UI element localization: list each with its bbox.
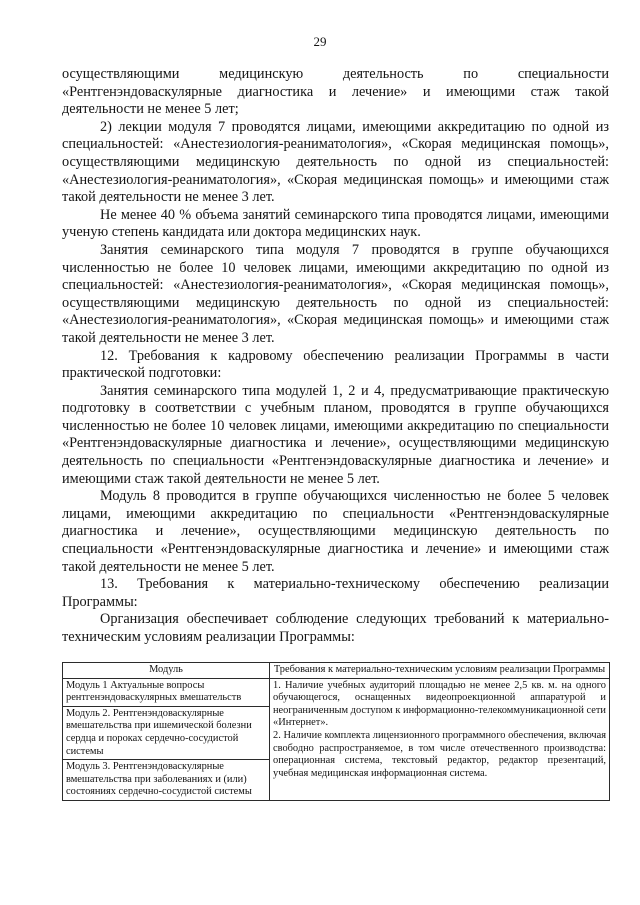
paragraph-seminar-module-7: Занятия семинарского типа модуля 7 проводятся в группе обучающихся численностью не более 10 человек лицами, имеющими аккредитацию по одной из специальностей: «Анестезиология-реаниматология», «Скорая медицинская помощь», осуществляющими медицинскую деятельность по одной из специальностей: «Анестезиология-реаниматология», «Скорая медицинская помощь» и имеющими стаж такой деятельности не менее 3 лет. bbox=[62, 241, 609, 346]
requirements-table bbox=[62, 662, 610, 801]
paragraph-organization-requirements: Организация обеспечивает соблюдение следующих требований к материально-техническим условиям реализации Программы: bbox=[62, 611, 609, 645]
module-cell: Модуль 3. Рентгенэндоваскулярные вмешательства при заболеваниях и (или) состояниях сердечно-сосудистой системы bbox=[63, 760, 270, 801]
column-header-module: Модуль bbox=[63, 663, 270, 679]
paragraph-module-8: Модуль 8 проводится в группе обучающихся численностью не более 5 человек лицами, имеющими аккредитацию по специальности «Рентгенэндоваскулярные диагностика и лечение», осуществляющими медицинскую деятельность по специальности «Рентгенэндоваскулярные диагностика и лечение» и имеющими стаж такой деятельности не менее 5 лет. bbox=[62, 488, 609, 575]
body-text bbox=[62, 66, 609, 647]
module-cell: Модуль 2. Рентгенэндоваскулярные вмешательства при ишемической болезни сердца и пороках сердечно-сосудистой системы bbox=[63, 706, 270, 759]
page-number: 29 bbox=[313, 34, 327, 49]
requirements-cell bbox=[270, 678, 610, 800]
table-header-row bbox=[63, 663, 610, 679]
module-cell: Модуль 1 Актуальные вопросы рентгенэндоваскулярных вмешательств bbox=[63, 678, 270, 706]
requirement-item: 2. Наличие комплекта лицензионного программного обеспечения, включая свободно распространяемое, в том числе отечественного производства: операционная система, текстовый редактор, редактор презентаций, учебная медицинская информационная система. bbox=[273, 729, 606, 779]
table-row bbox=[63, 678, 610, 706]
section-heading-13: 13. Требования к материально-техническому обеспечению реализации Программы: bbox=[62, 576, 609, 610]
paragraph-seminar-degree-share: Не менее 40 % объема занятий семинарского типа проводятся лицами, имеющими ученую степень кандидата или доктора медицинских наук. bbox=[62, 206, 609, 241]
paragraph-seminar-modules-1-2-4: Занятия семинарского типа модулей 1, 2 и 4, предусматривающие практическую подготовку в соответствии с учебным планом, проводятся в группе обучающихся численностью не более 10 человек лицами, имеющими аккредитацию по специальности «Рентгенэндоваскулярные диагностика и лечение», осуществляющими медицинскую деятельность по специальности «Рентгенэндоваскулярные диагностика и лечение» и имеющими стаж такой деятельности не менее 5 лет. bbox=[62, 382, 609, 487]
requirement-item: 1. Наличие учебных аудиторий площадью не менее 2,5 кв. м. на одного обучающегося, оснащенных видеопроекционной аппаратурой и неограниченным доступом к информационно-телекоммуникационной сети «Интернет». bbox=[273, 679, 606, 729]
paragraph-staff-continuation: осуществляющими медицинскую деятельность по специальности «Рентгенэндоваскулярные диагностика и лечение» и имеющими стаж такой деятельности не менее 5 лет; bbox=[62, 66, 609, 118]
paragraph-lectures-module-7: 2) лекции модуля 7 проводятся лицами, имеющими аккредитацию по одной из специальностей: «Анестезиология-реаниматология», «Скорая медицинская помощь», осуществляющими медицинскую деятельность по одной из специальностей: «Анестезиология-реаниматология», «Скорая медицинская помощь» и имеющими стаж такой деятельности не менее 3 лет. bbox=[62, 118, 609, 206]
column-header-requirements: Требования к материально-техническим условиям реализации Программы bbox=[270, 663, 610, 679]
section-heading-12: 12. Требования к кадровому обеспечению реализации Программы в части практической подготовки: bbox=[62, 347, 609, 382]
